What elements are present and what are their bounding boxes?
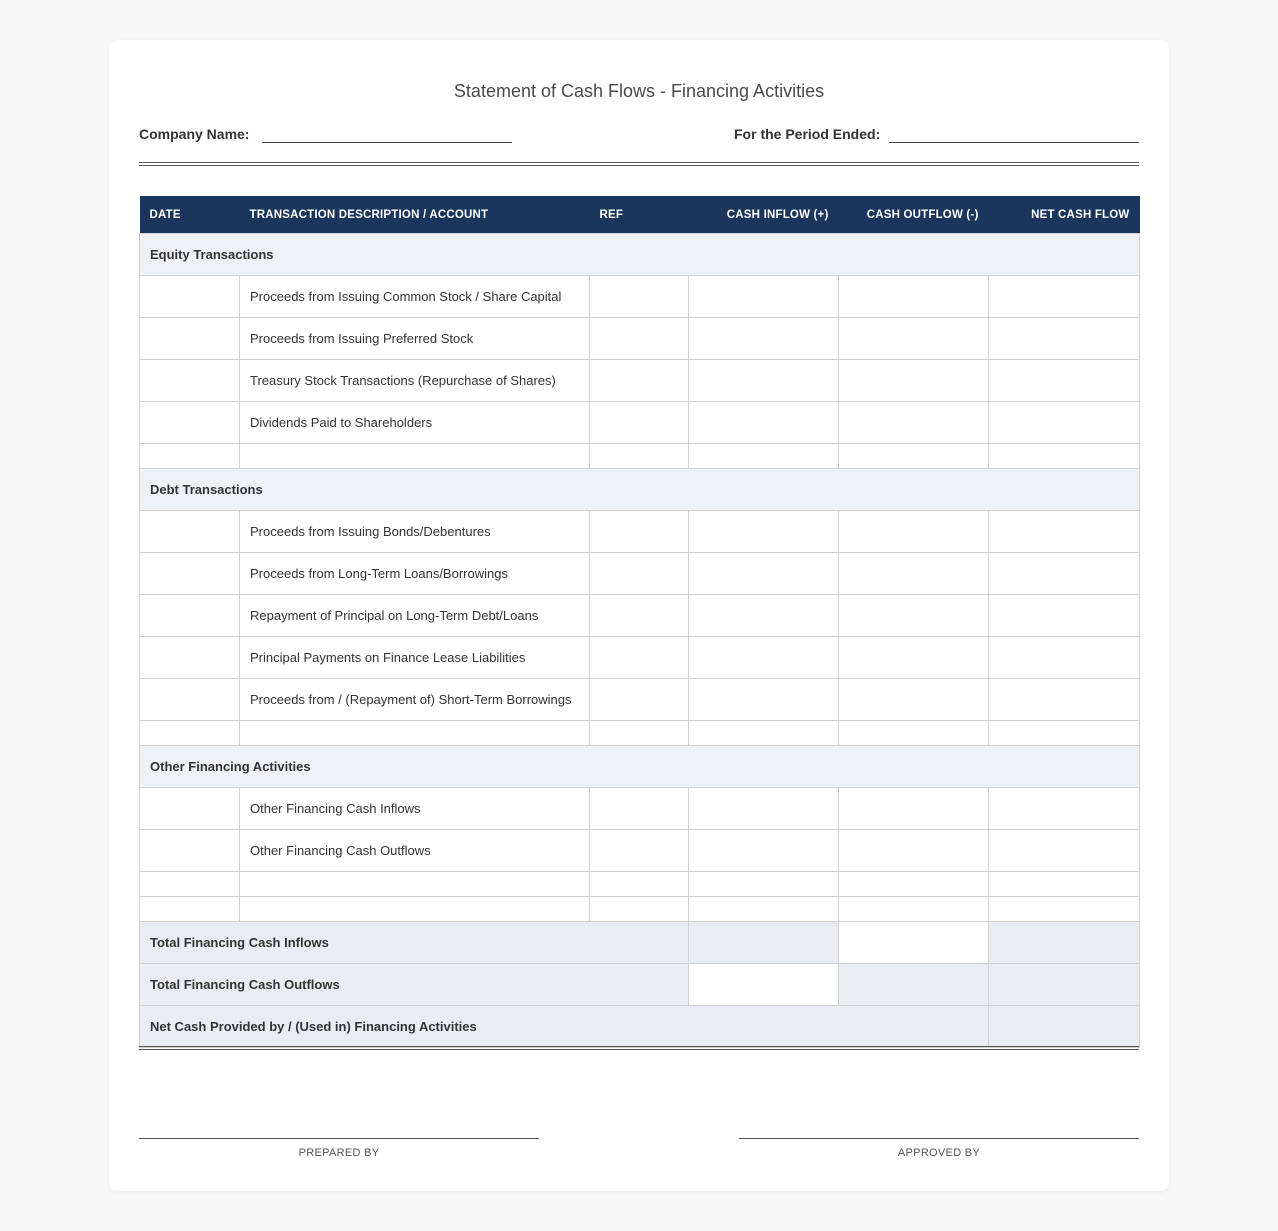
net-cell[interactable]	[989, 788, 1140, 830]
outflow-cell[interactable]	[839, 637, 989, 679]
ref-cell[interactable]	[590, 276, 689, 318]
section-row-debt	[140, 469, 1140, 511]
table-row	[140, 276, 1140, 318]
description-cell: Proceeds from Long-Term Loans/Borrowings	[240, 553, 590, 595]
date-cell[interactable]	[140, 318, 240, 360]
section-row-other	[140, 746, 1140, 788]
blank-row	[140, 444, 1140, 469]
date-cell[interactable]	[140, 897, 240, 922]
inflow-cell[interactable]	[689, 897, 839, 922]
net-cell[interactable]	[989, 553, 1140, 595]
net-cell[interactable]	[989, 402, 1140, 444]
total-outflows-row	[140, 964, 1140, 1006]
ref-cell[interactable]	[590, 444, 689, 469]
inflow-cell[interactable]	[689, 872, 839, 897]
outflow-cell[interactable]	[839, 444, 989, 469]
ref-cell[interactable]	[590, 402, 689, 444]
net-cash-row	[140, 1006, 1140, 1048]
approved-by-label: APPROVED BY	[897, 1147, 981, 1159]
outflow-cell[interactable]	[839, 402, 989, 444]
outflow-cell[interactable]	[839, 553, 989, 595]
description-cell: Proceeds from Issuing Bonds/Debentures	[240, 511, 590, 553]
net-cell[interactable]	[989, 721, 1140, 746]
prepared-by-signature-line[interactable]	[139, 1138, 539, 1139]
total-outflows-net-cell	[989, 964, 1140, 1006]
ref-cell[interactable]	[590, 897, 689, 922]
company-name-field[interactable]	[262, 142, 512, 143]
description-cell[interactable]	[240, 872, 590, 897]
net-cash-value[interactable]	[989, 1006, 1140, 1048]
section-title: Other Financing Activities	[140, 746, 1140, 788]
date-cell[interactable]	[140, 788, 240, 830]
date-cell[interactable]	[140, 360, 240, 402]
blank-row	[140, 897, 1140, 922]
col-header-date: DATE	[140, 196, 240, 234]
net-cell[interactable]	[989, 830, 1140, 872]
date-cell[interactable]	[140, 595, 240, 637]
description-cell: Other Financing Cash Outflows	[240, 830, 590, 872]
inflow-cell[interactable]	[689, 360, 839, 402]
inflow-cell[interactable]	[689, 679, 839, 721]
inflow-cell[interactable]	[689, 553, 839, 595]
description-cell[interactable]	[240, 897, 590, 922]
table-row	[140, 830, 1140, 872]
financing-table	[139, 196, 1140, 1048]
inflow-cell[interactable]	[689, 721, 839, 746]
ref-cell[interactable]	[590, 721, 689, 746]
ref-cell[interactable]	[590, 360, 689, 402]
table-row	[140, 318, 1140, 360]
outflow-cell[interactable]	[839, 830, 989, 872]
outflow-cell[interactable]	[839, 788, 989, 830]
inflow-cell[interactable]	[689, 318, 839, 360]
outflow-cell[interactable]	[839, 872, 989, 897]
period-ended-label: For the Period Ended:	[734, 126, 881, 142]
period-ended-field[interactable]	[889, 142, 1139, 143]
outflow-cell[interactable]	[839, 511, 989, 553]
ref-cell[interactable]	[590, 595, 689, 637]
table-row	[140, 360, 1140, 402]
total-outflows-label: Total Financing Cash Outflows	[140, 964, 689, 1006]
total-outflows-value[interactable]	[839, 964, 989, 1006]
outflow-cell[interactable]	[839, 679, 989, 721]
net-cell[interactable]	[989, 360, 1140, 402]
date-cell[interactable]	[140, 830, 240, 872]
table-row	[140, 788, 1140, 830]
description-cell[interactable]	[240, 444, 590, 469]
inflow-cell[interactable]	[689, 511, 839, 553]
blank-row	[140, 721, 1140, 746]
table-bottom-double-rule	[139, 1046, 1139, 1050]
description-cell[interactable]	[240, 721, 590, 746]
table-row	[140, 595, 1140, 637]
date-cell[interactable]	[140, 511, 240, 553]
col-header-net-cash-flow: NET CASH FLOW	[989, 196, 1140, 234]
table-header-row	[140, 196, 1140, 234]
outflow-cell[interactable]	[839, 360, 989, 402]
net-cell[interactable]	[989, 637, 1140, 679]
date-cell[interactable]	[140, 637, 240, 679]
inflow-cell[interactable]	[689, 402, 839, 444]
date-cell[interactable]	[140, 402, 240, 444]
description-cell: Proceeds from Issuing Common Stock / Share Capital	[240, 276, 590, 318]
date-cell[interactable]	[140, 679, 240, 721]
ref-cell[interactable]	[590, 318, 689, 360]
net-cash-label: Net Cash Provided by / (Used in) Financing Activities	[140, 1006, 989, 1048]
inflow-cell[interactable]	[689, 637, 839, 679]
date-cell[interactable]	[140, 872, 240, 897]
col-header-cash-outflow: CASH OUTFLOW (-)	[839, 196, 989, 234]
description-cell: Dividends Paid to Shareholders	[240, 402, 590, 444]
section-title: Debt Transactions	[140, 469, 1140, 511]
outflow-cell[interactable]	[839, 897, 989, 922]
section-title: Equity Transactions	[140, 234, 1140, 276]
total-inflows-row	[140, 922, 1140, 964]
net-cell[interactable]	[989, 872, 1140, 897]
col-header-ref: REF	[590, 196, 689, 234]
ref-cell[interactable]	[590, 511, 689, 553]
total-inflows-outflow-cell	[839, 922, 989, 964]
outflow-cell[interactable]	[839, 318, 989, 360]
inflow-cell[interactable]	[689, 788, 839, 830]
ref-cell[interactable]	[590, 553, 689, 595]
total-outflows-inflow-cell	[689, 964, 839, 1006]
table-row	[140, 679, 1140, 721]
ref-cell[interactable]	[590, 872, 689, 897]
table-row	[140, 511, 1140, 553]
description-cell: Proceeds from Issuing Preferred Stock	[240, 318, 590, 360]
total-inflows-net-cell	[989, 922, 1140, 964]
ref-cell[interactable]	[590, 788, 689, 830]
net-cell[interactable]	[989, 595, 1140, 637]
table-row	[140, 402, 1140, 444]
inflow-cell[interactable]	[689, 595, 839, 637]
total-inflows-label: Total Financing Cash Inflows	[140, 922, 689, 964]
description-cell: Other Financing Cash Inflows	[240, 788, 590, 830]
page-title: Statement of Cash Flows - Financing Activities	[453, 81, 825, 101]
description-cell: Treasury Stock Transactions (Repurchase of Shares)	[240, 360, 590, 402]
net-cell[interactable]	[989, 511, 1140, 553]
prepared-by-label: PREPARED BY	[298, 1147, 380, 1159]
total-inflows-value[interactable]	[689, 922, 839, 964]
header-divider	[139, 162, 1139, 166]
description-cell: Repayment of Principal on Long-Term Debt/Loans	[240, 595, 590, 637]
outflow-cell[interactable]	[839, 721, 989, 746]
blank-row	[140, 872, 1140, 897]
ref-cell[interactable]	[590, 679, 689, 721]
date-cell[interactable]	[140, 553, 240, 595]
table-row	[140, 637, 1140, 679]
description-cell: Proceeds from / (Repayment of) Short-Term Borrowings	[240, 679, 590, 721]
net-cell[interactable]	[989, 444, 1140, 469]
date-cell[interactable]	[140, 444, 240, 469]
inflow-cell[interactable]	[689, 830, 839, 872]
col-header-cash-inflow: CASH INFLOW (+)	[689, 196, 839, 234]
ref-cell[interactable]	[590, 637, 689, 679]
outflow-cell[interactable]	[839, 276, 989, 318]
net-cell[interactable]	[989, 897, 1140, 922]
inflow-cell[interactable]	[689, 276, 839, 318]
section-row-equity	[140, 234, 1140, 276]
date-cell[interactable]	[140, 276, 240, 318]
description-cell: Principal Payments on Finance Lease Liabilities	[240, 637, 590, 679]
table-row	[140, 553, 1140, 595]
approved-by-signature-line[interactable]	[739, 1138, 1139, 1139]
outflow-cell[interactable]	[839, 595, 989, 637]
net-cell[interactable]	[989, 276, 1140, 318]
col-header-description: TRANSACTION DESCRIPTION / ACCOUNT	[240, 196, 590, 234]
inflow-cell[interactable]	[689, 444, 839, 469]
ref-cell[interactable]	[590, 830, 689, 872]
date-cell[interactable]	[140, 721, 240, 746]
company-name-label: Company Name:	[139, 126, 250, 142]
net-cell[interactable]	[989, 679, 1140, 721]
net-cell[interactable]	[989, 318, 1140, 360]
